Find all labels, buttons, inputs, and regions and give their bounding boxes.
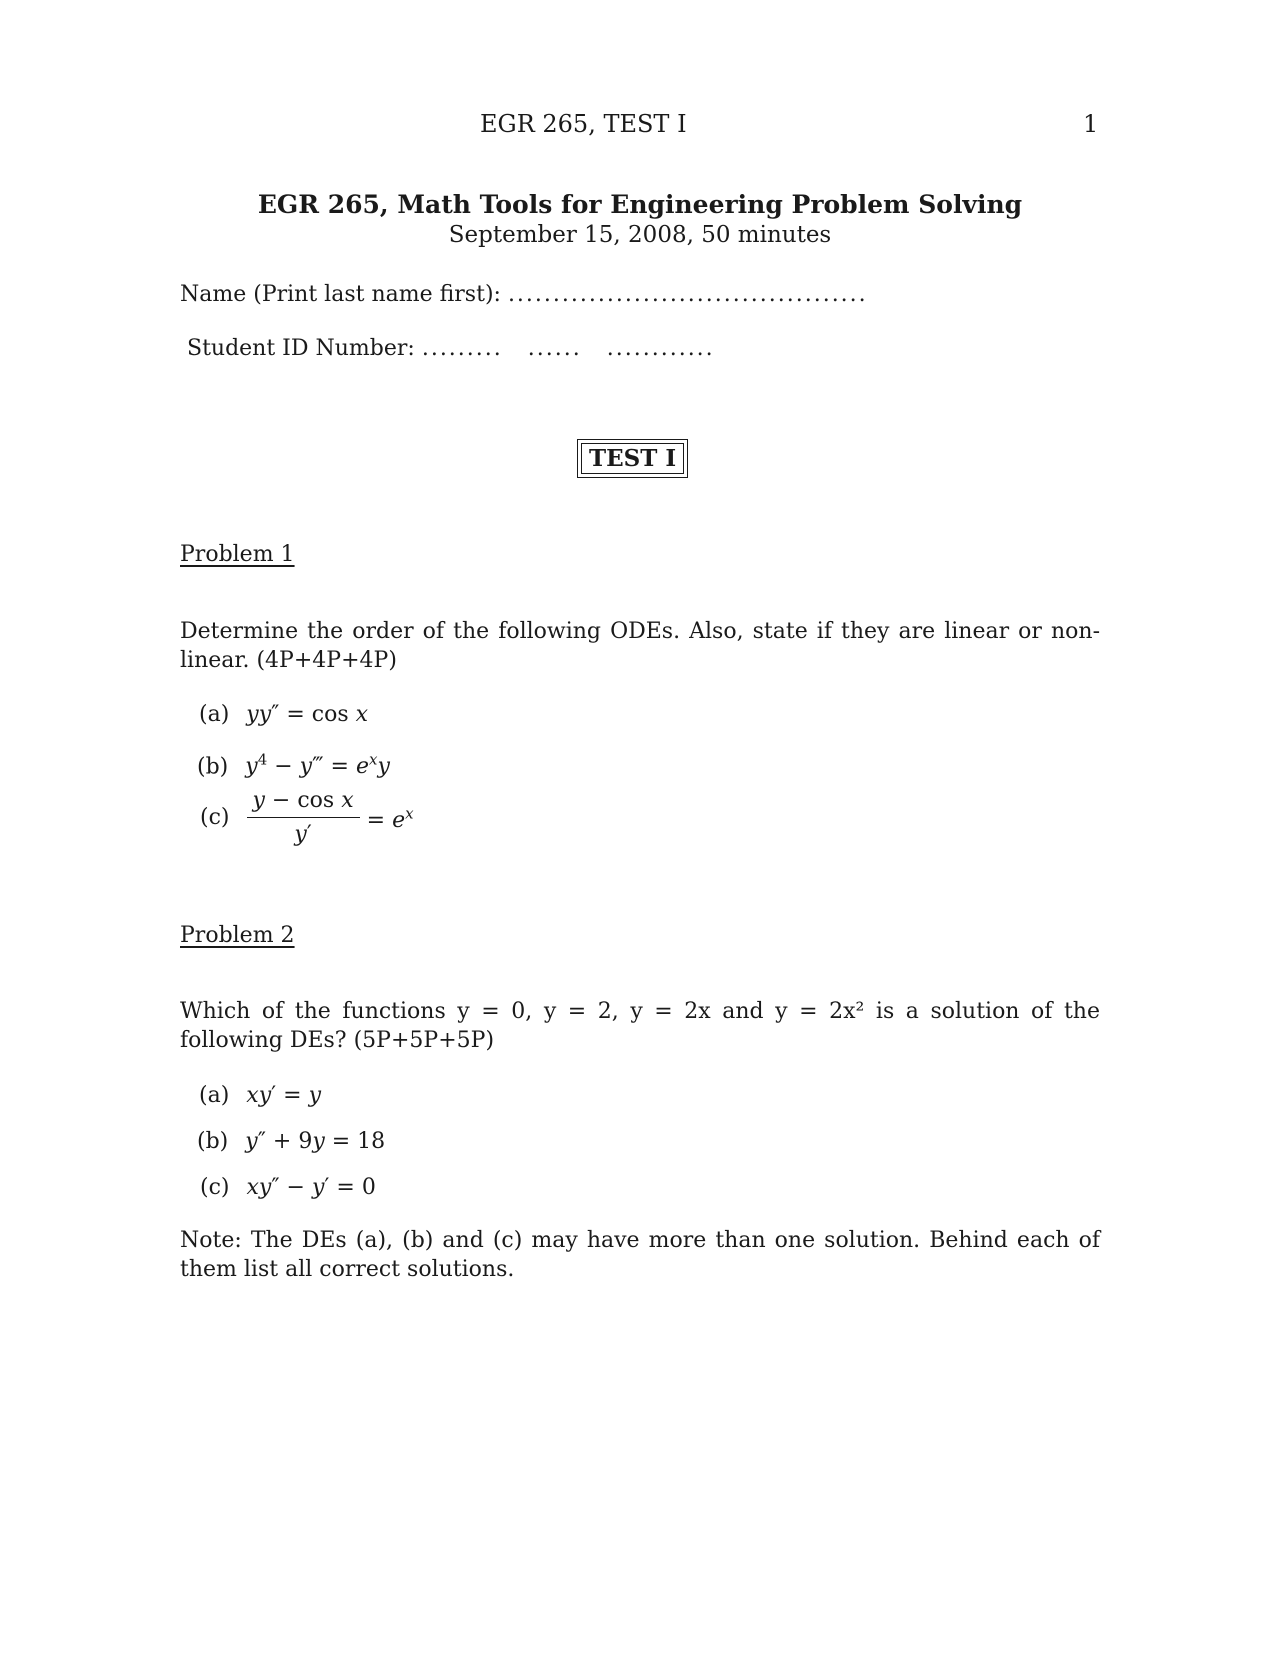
name-field	[180, 280, 868, 309]
problem-2-item-b	[197, 1127, 385, 1156]
equation-2a: xy′ = y	[246, 1083, 321, 1108]
equation-2b: y″ + 9y = 18	[245, 1129, 386, 1154]
equation-1a: yy″ = cos x	[246, 702, 369, 727]
equation-1c: $\frac{\text{y − cos x}}{y'}$ = $e^x$	[247, 805, 414, 830]
problem-2-instruction: Which of the functions y = 0, y = 2, y = 2x and y = 2x² is a solution of the following DEs? (5P+5P+5P)	[180, 999, 1100, 1053]
problem-2-note: Note: The DEs (a), (b) and (c) may have more than one solution. Behind each of them list all correct solutions.	[180, 1228, 1100, 1282]
running-header-title: EGR 265, TEST I	[480, 110, 687, 138]
item-label: (b)	[197, 754, 229, 780]
item-label: (c)	[200, 805, 230, 830]
item-label: (a)	[199, 1083, 230, 1108]
problem-1-item-c	[200, 786, 414, 849]
problem-2-item-c	[200, 1173, 376, 1202]
student-id-label: Student ID Number:	[187, 336, 415, 361]
test-title-box	[577, 439, 688, 478]
student-id-field	[187, 334, 715, 363]
problem-1-heading: Problem 1	[180, 542, 295, 567]
course-title: EGR 265, Math Tools for Engineering Problem Solving	[257, 190, 1023, 219]
problem-1-instruction: Determine the order of the following ODEs. Also, state if they are linear or non-linear. (4P+4P+4P)	[180, 619, 1100, 673]
student-id-blank-2: ......	[527, 336, 582, 361]
problem-2-item-a	[199, 1081, 321, 1110]
problem-1-item-a	[199, 700, 368, 729]
name-blank: ........................................	[507, 282, 868, 307]
equation-1b: $y^4$ − y‴ = $e^xy$	[245, 751, 390, 780]
student-id-blank-3: ............	[606, 336, 715, 361]
item-label: (b)	[197, 1129, 229, 1154]
equation-2c: xy″ − y′ = 0	[246, 1175, 376, 1200]
item-label: (a)	[199, 702, 230, 727]
exam-date: September 15, 2008, 50 minutes	[448, 222, 832, 248]
problem-1-item-b	[197, 746, 390, 781]
problem-2-heading: Problem 2	[180, 923, 295, 948]
name-label: Name (Print last name first):	[180, 282, 501, 307]
student-id-blank-1: .........	[421, 336, 503, 361]
page-number: 1	[1083, 110, 1099, 138]
item-label: (c)	[200, 1175, 230, 1200]
test-title: TEST I	[581, 443, 684, 474]
